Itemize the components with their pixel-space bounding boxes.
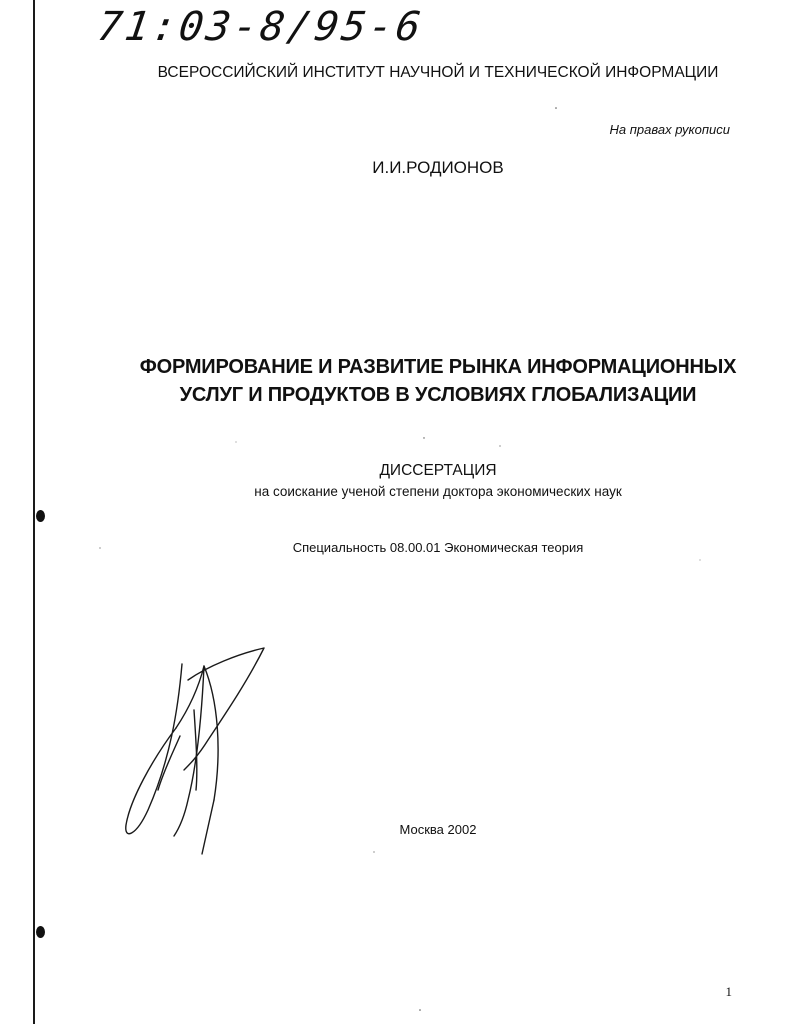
dissertation-title-line-1: ФОРМИРОВАНИЕ И РАЗВИТИЕ РЫНКА ИНФОРМАЦИОННЫХ [139, 356, 737, 378]
handwritten-registry-number: 71:03-8/95-6 [94, 4, 427, 50]
rights-note: На правах рукописи [609, 122, 730, 137]
document-type: ДИССЕРТАЦИЯ [379, 462, 497, 479]
dissertation-title-line-2: УСЛУГ И ПРОДУКТОВ В УСЛОВИЯХ ГЛОБАЛИЗАЦИИ [179, 384, 697, 406]
degree-statement: на соискание ученой степени доктора экономических наук [254, 484, 622, 499]
city-and-year: Москва 2002 [399, 822, 477, 837]
page-number: 1 [725, 984, 732, 999]
author-name: И.И.РОДИОНОВ [372, 158, 504, 177]
specialty-line: Специальность 08.00.01 Экономическая теория [292, 540, 584, 555]
institute-name: ВСЕРОССИЙСКИЙ ИНСТИТУТ НАУЧНОЙ И ТЕХНИЧЕСКОЙ ИНФОРМАЦИИ [157, 64, 719, 81]
